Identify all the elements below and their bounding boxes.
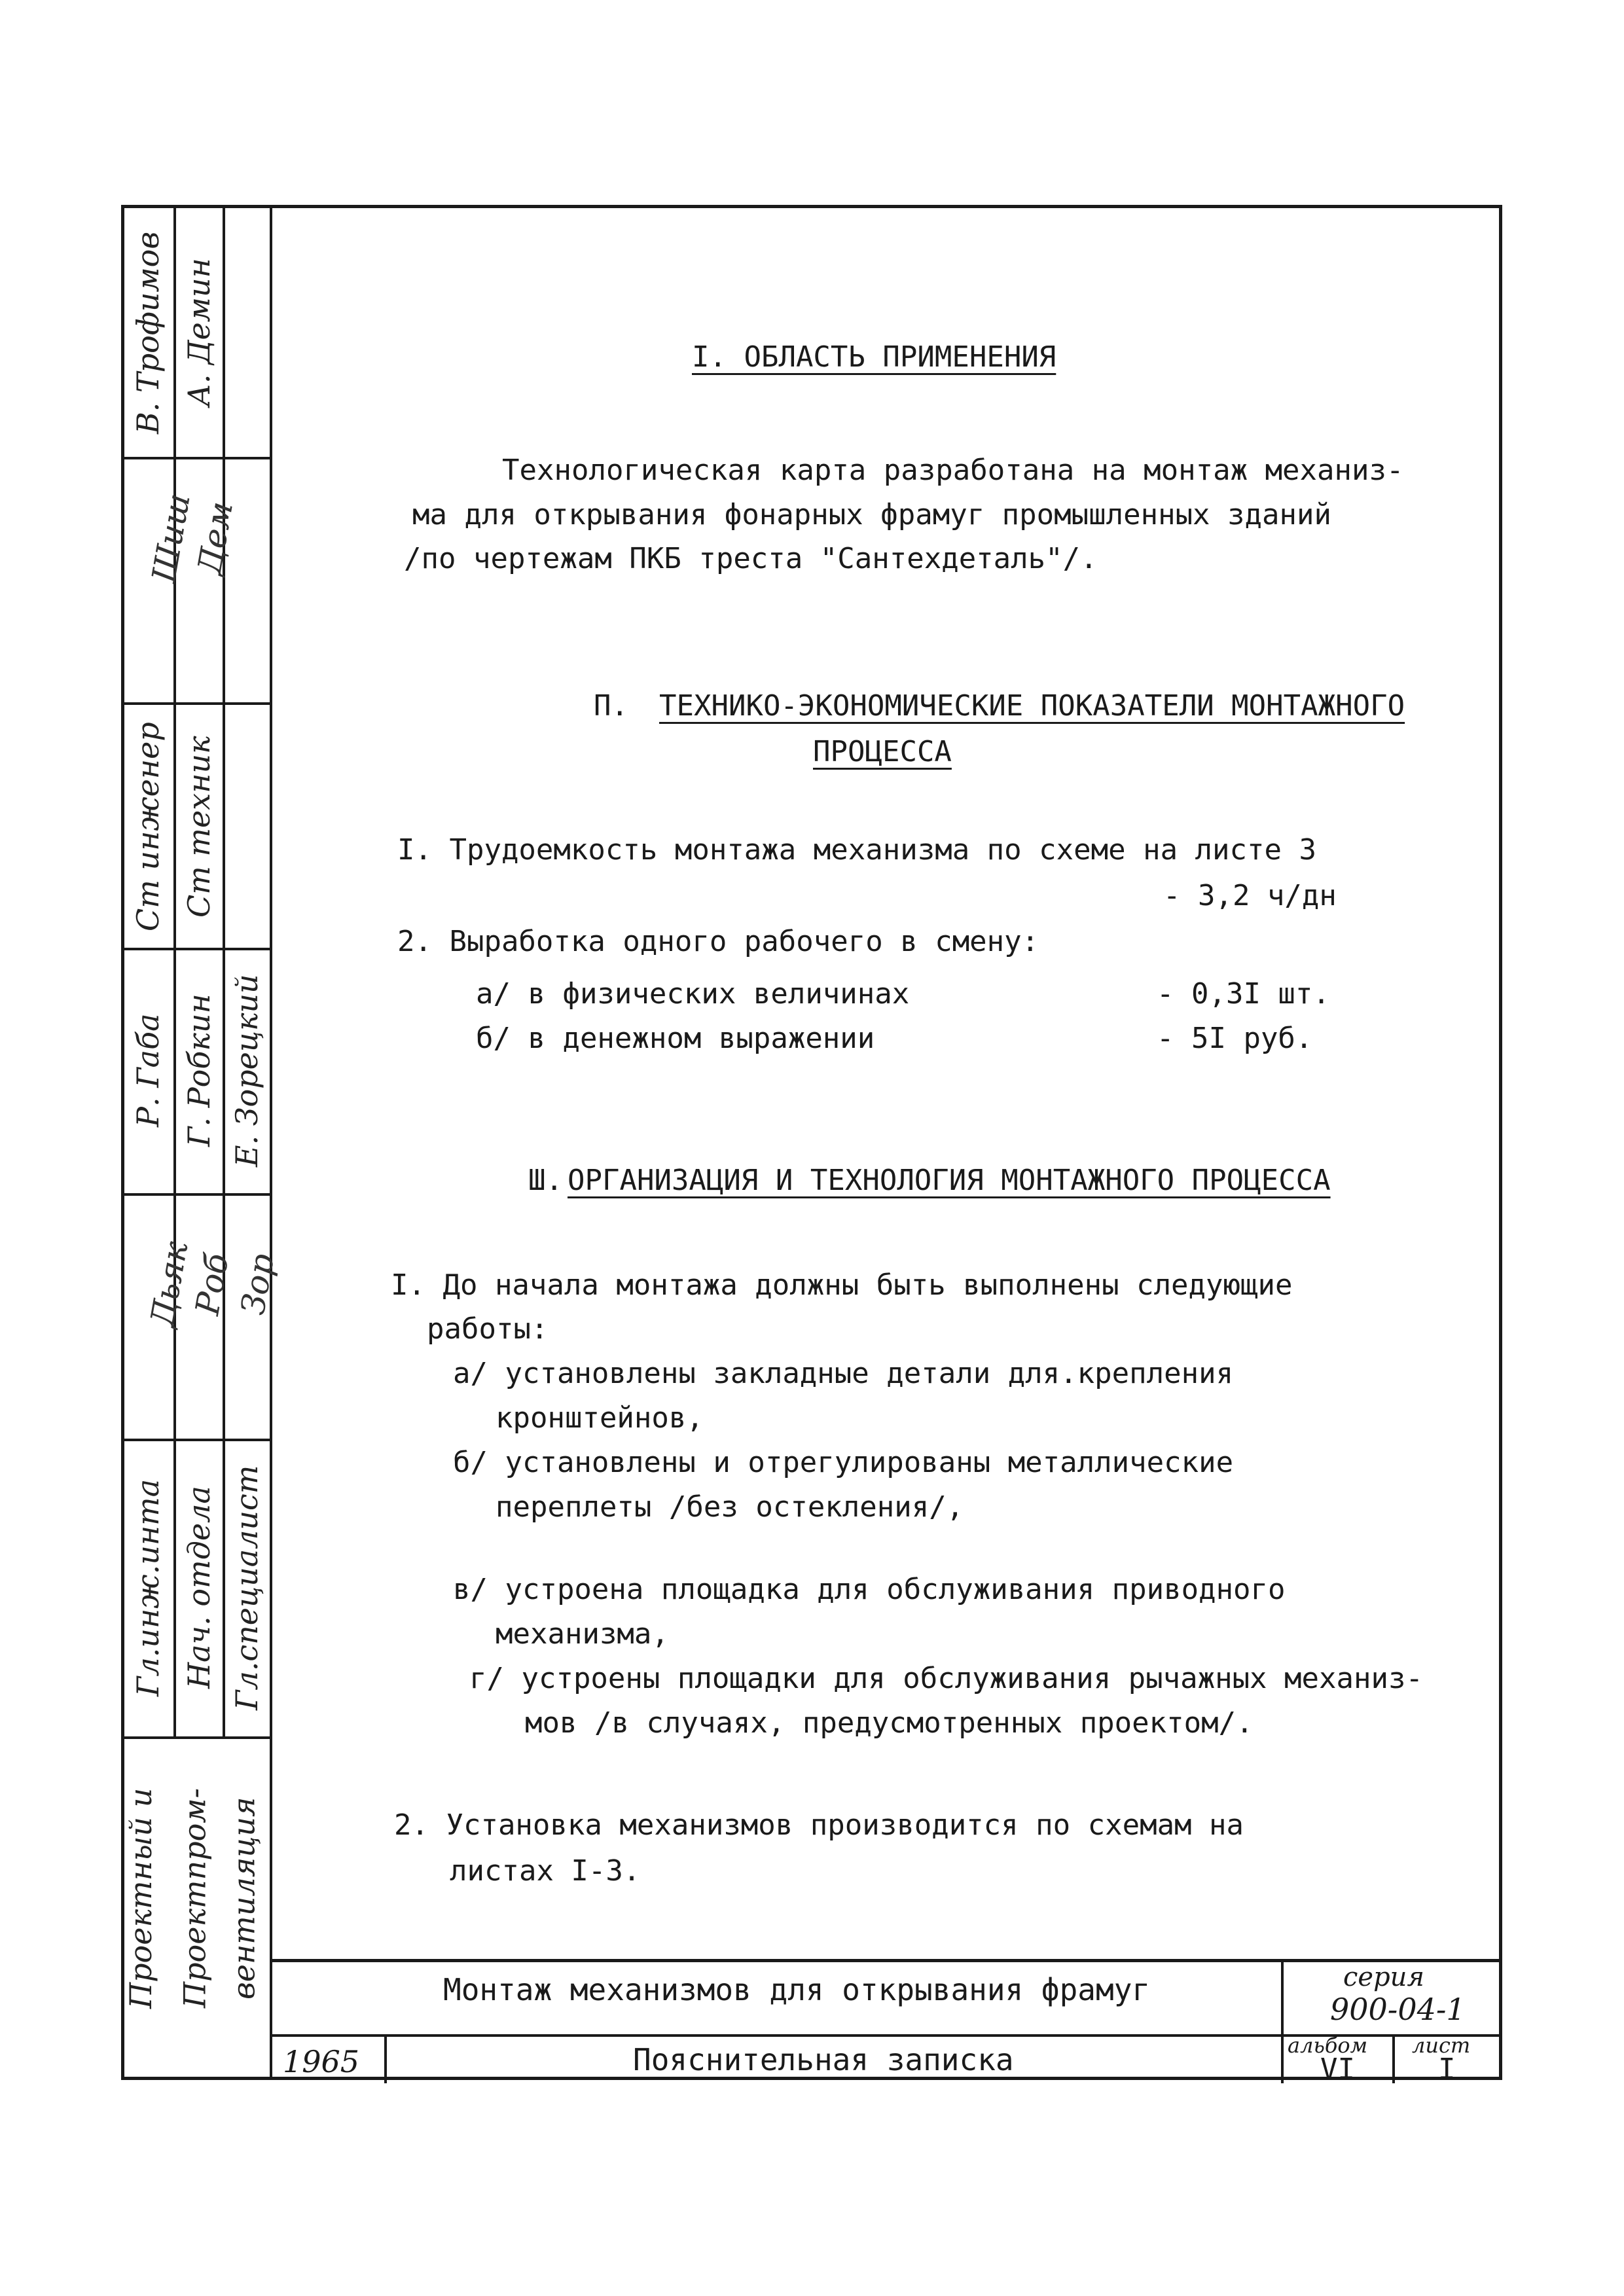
section-2-item-1-value: - 3,2 ч/дн: [1163, 879, 1337, 912]
section-3-item-v: в/ устроена площадка для обслуживания приводного: [453, 1573, 1286, 1606]
section-2-item-2: 2. Выработка одного рабочего в смену:: [397, 925, 1039, 958]
stamp-row-line: [121, 1193, 270, 1196]
stamp-row-line: [121, 702, 270, 705]
section-3-item-a: а/ установлены закладные детали для.крепления: [453, 1357, 1234, 1390]
signature: Шиш: [144, 490, 198, 586]
section-3-item-1-cont: работы:: [427, 1312, 549, 1346]
section-1-line: Технологическая карта разработана на монтаж механиз-: [502, 454, 1404, 487]
document-subtitle: Пояснительная записка: [633, 2042, 1014, 2077]
album-value: VI: [1320, 2053, 1355, 2086]
section-3-item-b: б/ установлены и отрегулированы металлические: [453, 1446, 1234, 1479]
sheet-label: лист: [1412, 2033, 1471, 2058]
section-3-item-g-cont: мов /в случаях, предусмотренных проектом/.: [525, 1706, 1254, 1740]
section-1-heading: I. ОБЛАСТЬ ПРИМЕНЕНИЯ: [692, 340, 1056, 374]
section-1-line: /по чертежам ПКБ треста "Сантехдеталь"/.: [404, 542, 1098, 575]
org-line-3: вентиляция: [226, 1797, 262, 2000]
sheet-value: I: [1438, 2053, 1456, 2086]
section-3-item-a-cont: кронштейнов,: [496, 1401, 704, 1435]
section-3-number: Ш.: [528, 1164, 563, 1197]
stamp-role-specialist: Гл.специалист: [229, 1465, 264, 1710]
series-label: серия: [1343, 1962, 1424, 1992]
stamp-role-dept-head: Нач. отдела: [181, 1486, 217, 1689]
section-3-item-g: г/ устроены площадки для обслуживания рычажных механиз-: [469, 1662, 1423, 1695]
stamp-name-trofimov: В. Трофимов: [130, 231, 166, 434]
series-value: 900-04-1: [1330, 1992, 1466, 2027]
main-content: [270, 205, 1499, 1959]
org-line-1: Проектный и: [123, 1787, 158, 2009]
section-2-item-2b-value: - 5I руб.: [1157, 1022, 1313, 1055]
section-3-item-2-cont: листах I-3.: [450, 1854, 641, 1888]
section-3-item-1: I. До начала монтажа должны быть выполнены следующие: [391, 1268, 1293, 1302]
stamp-role-chief-engineer: Гл.инж.инта: [130, 1479, 166, 1696]
stamp-name-gaba: Р. Габа: [130, 1013, 166, 1128]
stamp-row-line: [121, 1439, 270, 1441]
org-line-2: Проектпром-: [177, 1788, 213, 2009]
section-3-heading: ОРГАНИЗАЦИЯ И ТЕХНОЛОГИЯ МОНТАЖНОГО ПРОЦЕССА: [568, 1164, 1331, 1197]
section-2-item-1: I. Трудоемкость монтажа механизма по схеме на листе 3: [397, 833, 1316, 867]
signature: Дьяк: [143, 1238, 196, 1330]
title-block: [270, 1959, 1502, 2086]
document-title: Монтаж механизмов для открывания фрамуг: [443, 1972, 1151, 2007]
section-2-item-2a-value: - 0,3I шт.: [1157, 977, 1330, 1011]
stamp-name-zoretsky: Е. Зорецкий: [229, 974, 264, 1167]
title-block-divider: [1392, 2034, 1395, 2083]
section-3-item-2: 2. Установка механизмов производится по схемам на: [394, 1808, 1244, 1842]
title-block-divider: [384, 2034, 387, 2083]
stamp-role-technician: Ст техник: [181, 736, 217, 918]
section-2-heading-cont: ПРОЦЕССА: [813, 735, 952, 768]
section-2-number: П.: [594, 689, 628, 723]
section-2-heading: ТЕХНИКО-ЭКОНОМИЧЕСКИЕ ПОКАЗАТЕЛИ МОНТАЖНОГО: [659, 689, 1405, 723]
section-3-item-v-cont: механизма,: [496, 1617, 669, 1651]
year: 1965: [283, 2044, 360, 2079]
section-3-item-b-cont: переплеты /без остекления/,: [496, 1490, 964, 1524]
section-2-item-2a: а/ в физических величинах: [476, 977, 910, 1011]
signature: Дем: [190, 498, 241, 578]
title-block-divider: [1281, 1962, 1284, 2083]
stamp-row-line: [121, 457, 270, 459]
stamp-row-line: [121, 948, 270, 950]
stamp-name-robkin: Г. Робкин: [181, 994, 217, 1147]
section-2-item-2b: б/ в денежном выражении: [476, 1022, 875, 1055]
signature: Зор: [233, 1251, 282, 1318]
section-1-line: ма для открывания фонарных фрамуг промышленных зданий: [412, 498, 1331, 531]
signature: Роб: [188, 1250, 236, 1318]
stamp-name-demin: А. Демин: [181, 258, 217, 407]
organization-stamp: [115, 1702, 278, 2094]
stamp-role-engineer: Ст инженер: [130, 722, 166, 931]
album-label: альбом: [1288, 2033, 1368, 2058]
